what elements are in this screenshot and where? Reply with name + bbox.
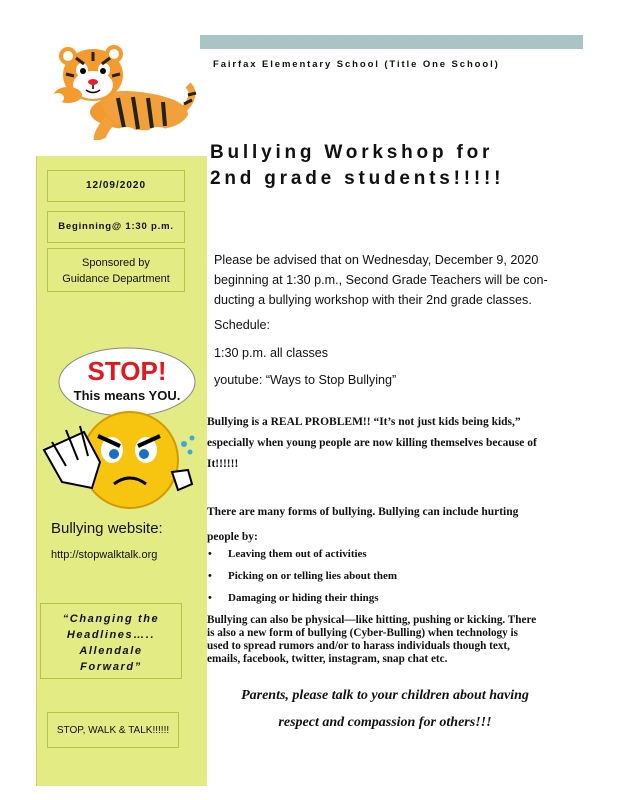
physical-line-4: emails, facebook, twitter, instagram, snap chat etc. [207,653,448,665]
list-item: • Picking on or telling lies about them [207,568,397,590]
forms-line-1: There are many forms of bullying. Bullying can include hurting [207,506,519,518]
intro-line-3: ducting a bullying workshop with their 2nd grade classes. [214,293,532,307]
closing-line-1: Parents, please talk to your children about having [241,688,529,703]
slogan-line-3: Allendale [79,645,143,657]
schedule-item: 1:30 p.m. all classes [214,346,329,360]
problem-paragraph [207,412,577,475]
stop-sub-text: This means YOU. [73,388,181,403]
schedule-label: Schedule: [214,318,271,332]
physical-line-3: used to spread rumors and/or to harass individuals though text, [207,640,510,652]
closing-line-2: respect and compassion for others!!! [278,715,492,730]
page-title [210,140,504,192]
title-line-2: 2nd grade students!!!!! [210,168,505,189]
title-line-1: Bullying Workshop for [210,142,494,163]
website-url[interactable]: http://stopwalktalk.org [51,549,158,561]
stop-sign-text: STOP! [87,356,167,386]
physical-line-2: is also a new form of bullying (Cyber-Bulling) when technology is [207,627,518,639]
forms-paragraph [207,503,587,547]
slogan-line-4: Forward” [80,661,142,673]
intro-line-2: beginning at 1:30 p.m., Second Grade Teachers will be con- [214,273,548,287]
slogan-line-1: “Changing the [62,613,160,625]
problem-line-3: It!!!!!! [207,458,239,470]
intro-paragraph [214,250,584,310]
header-bar [200,35,583,49]
sponsor-box [47,248,185,292]
angry-stop-emoji-icon [42,342,202,522]
stop-walk-talk-box: STOP, WALK & TALK!!!!!! [47,712,179,748]
forms-line-2: people by: [207,531,258,543]
closing-message [210,682,560,736]
physical-line-1: Bullying can also be physical—like hitting, pushing or kicking. There [207,614,537,626]
slogan-line-2: Headlines….. [66,629,156,641]
intro-line-1: Please be advised that on Wednesday, December 9, 2020 [214,253,539,267]
website-label: Bullying website: [51,520,163,537]
youtube-link: youtube: “Ways to Stop Bullying” [214,373,397,387]
sponsor-line-2: Guidance Department [62,273,170,285]
list-item: • Damaging or hiding their things [207,590,397,612]
list-item: • Leaving them out of activities [207,546,397,568]
tiger-icon [38,40,198,140]
time-box: Beginning@ 1:30 p.m. [47,211,185,243]
slogan-box [40,603,182,679]
sponsor-line-1: Sponsored by [82,257,150,269]
physical-paragraph [207,614,587,666]
bullet-list [207,546,397,612]
school-name: Fairfax Elementary School (Title One School) [213,59,500,70]
sidebar [36,156,207,786]
problem-line-2: especially when young people are now killing themselves because of [207,437,537,449]
date-box: 12/09/2020 [47,170,185,202]
problem-line-1: Bullying is a REAL PROBLEM!! “It’s not just kids being kids,” [207,416,521,428]
